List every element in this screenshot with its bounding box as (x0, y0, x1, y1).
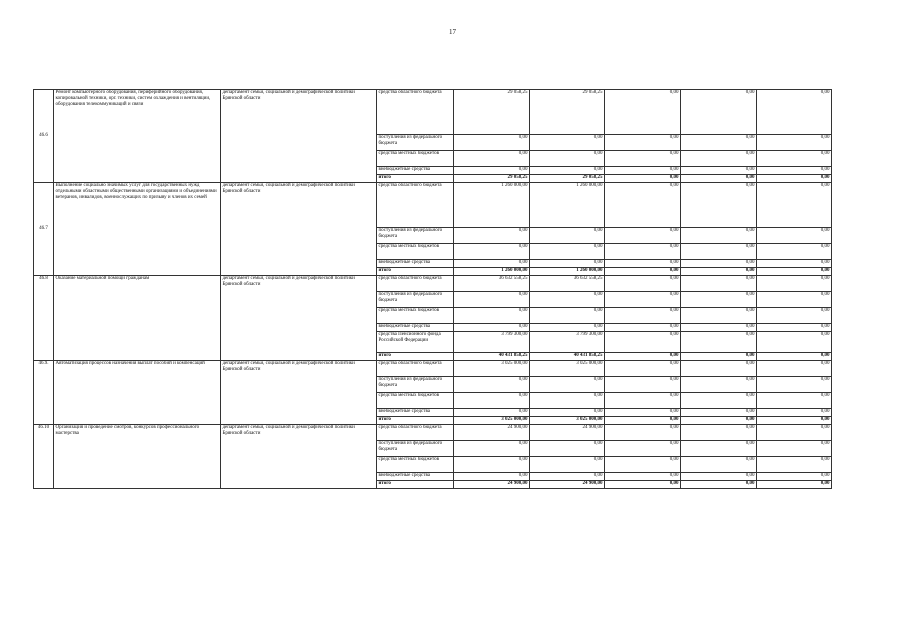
table-row (34, 361, 832, 377)
amount-cell: 0,00 (530, 308, 605, 324)
funding-source: средства областного бюджета (377, 90, 454, 135)
amount-cell: 0,00 (605, 417, 681, 425)
amount-cell: 40 431 858,25 (530, 353, 605, 361)
amount-cell: 0,00 (605, 353, 681, 361)
amount-cell: 0,00 (605, 481, 681, 489)
amount-cell: 0,00 (681, 409, 757, 417)
funding-source: итого (377, 175, 454, 183)
funding-source: внебюджетные средства (377, 324, 454, 332)
amount-cell: 0,00 (681, 292, 757, 308)
amount-cell: 0,00 (681, 361, 757, 377)
amount-cell: 0,00 (454, 308, 530, 324)
amount-cell: 0,00 (681, 135, 757, 151)
measure-name: Выполнение социально значимых услуг для государственных нужд отдельными областными общественными организациями и объединениями ветеранов, инвалидов, военнослужащих по призыву и членов их семей (54, 183, 221, 276)
amount-cell: 0,00 (605, 457, 681, 473)
amount-cell: 3 025 000,00 (530, 417, 605, 425)
amount-cell: 3 799 300,00 (530, 332, 605, 353)
amount-cell: 0,00 (681, 228, 757, 244)
amount-cell: 0,00 (605, 244, 681, 260)
executor: департамент семьи, социальной и демографической политики Брянской области (221, 425, 377, 489)
amount-cell: 0,00 (605, 393, 681, 409)
amount-cell: 0,00 (757, 151, 832, 167)
amount-cell: 0,00 (757, 292, 832, 308)
amount-cell: 0,00 (605, 228, 681, 244)
funding-source: средства областного бюджета (377, 361, 454, 377)
amount-cell: 0,00 (757, 183, 832, 228)
amount-cell: 0,00 (454, 393, 530, 409)
amount-cell: 24 900,00 (530, 481, 605, 489)
measure-name: Оказание материальной помощи гражданам (54, 276, 221, 361)
amount-cell: 0,00 (757, 276, 832, 292)
amount-cell: 0,00 (530, 441, 605, 457)
amount-cell: 0,00 (757, 135, 832, 151)
amount-cell: 0,00 (454, 260, 530, 268)
amount-cell: 0,00 (681, 457, 757, 473)
amount-cell: 3 025 000,00 (530, 361, 605, 377)
amount-cell: 0,00 (757, 90, 832, 135)
amount-cell: 0,00 (530, 260, 605, 268)
amount-cell: 0,00 (681, 151, 757, 167)
amount-cell: 0,00 (454, 167, 530, 175)
amount-cell: 0,00 (530, 393, 605, 409)
amount-cell: 0,00 (681, 175, 757, 183)
funding-source: поступления из федерального бюджета (377, 377, 454, 393)
item-number: 46.8 (34, 276, 54, 361)
amount-cell: 0,00 (605, 409, 681, 417)
amount-cell: 0,00 (681, 425, 757, 441)
funding-source: поступления из федерального бюджета (377, 292, 454, 308)
amount-cell: 0,00 (605, 151, 681, 167)
amount-cell: 0,00 (454, 457, 530, 473)
table-row (34, 90, 832, 135)
amount-cell: 0,00 (605, 324, 681, 332)
amount-cell: 0,00 (605, 441, 681, 457)
amount-cell: 3 025 000,00 (454, 417, 530, 425)
amount-cell: 36 632 558,25 (454, 276, 530, 292)
executor: департамент семьи, социальной и демографической политики Брянской области (221, 90, 377, 183)
amount-cell: 0,00 (757, 457, 832, 473)
amount-cell: 0,00 (757, 353, 832, 361)
amount-cell: 0,00 (681, 90, 757, 135)
funding-source: поступления из федерального бюджета (377, 135, 454, 151)
amount-cell: 0,00 (681, 260, 757, 268)
amount-cell: 0,00 (757, 228, 832, 244)
amount-cell: 0,00 (605, 473, 681, 481)
amount-cell: 0,00 (681, 308, 757, 324)
amount-cell: 0,00 (757, 175, 832, 183)
amount-cell: 0,00 (605, 90, 681, 135)
amount-cell: 0,00 (605, 175, 681, 183)
executor: департамент семьи, социальной и демографической политики Брянской области (221, 276, 377, 361)
amount-cell: 0,00 (757, 244, 832, 260)
item-number: 46.9. (34, 361, 54, 425)
amount-cell: 0,00 (757, 473, 832, 481)
amount-cell: 0,00 (681, 473, 757, 481)
amount-cell: 0,00 (530, 135, 605, 151)
amount-cell: 0,00 (757, 409, 832, 417)
amount-cell: 0,00 (681, 353, 757, 361)
item-number: 46.10 (34, 425, 54, 489)
funding-source: средства местных бюджетов (377, 393, 454, 409)
funding-source: средства областного бюджета (377, 276, 454, 292)
amount-cell: 0,00 (757, 441, 832, 457)
amount-cell: 29 058,25 (454, 175, 530, 183)
amount-cell: 0,00 (757, 260, 832, 268)
measure-name: Автоматизация процессов назначения выплат пособий и компенсаций (54, 361, 221, 425)
amount-cell: 0,00 (605, 167, 681, 175)
item-number: 46.6 (34, 90, 54, 183)
amount-cell: 0,00 (681, 244, 757, 260)
amount-cell: 0,00 (605, 292, 681, 308)
amount-cell: 0,00 (454, 377, 530, 393)
amount-cell: 0,00 (757, 393, 832, 409)
amount-cell: 0,00 (757, 268, 832, 276)
amount-cell: 0,00 (757, 425, 832, 441)
amount-cell: 0,00 (757, 481, 832, 489)
amount-cell: 3 025 000,00 (454, 361, 530, 377)
amount-cell: 0,00 (681, 276, 757, 292)
amount-cell: 1 260 000,00 (454, 268, 530, 276)
table-row (34, 183, 832, 228)
amount-cell: 0,00 (681, 417, 757, 425)
amount-cell: 0,00 (454, 292, 530, 308)
amount-cell: 0,00 (681, 481, 757, 489)
table-row (34, 276, 832, 292)
page-number: 17 (449, 28, 456, 36)
funding-source: средства местных бюджетов (377, 244, 454, 260)
amount-cell: 0,00 (454, 324, 530, 332)
amount-cell: 0,00 (605, 260, 681, 268)
amount-cell: 0,00 (530, 292, 605, 308)
funding-source: поступления из федерального бюджета (377, 228, 454, 244)
funding-source: средства областного бюджета (377, 425, 454, 441)
funding-source: итого (377, 481, 454, 489)
amount-cell: 40 431 858,25 (454, 353, 530, 361)
amount-cell: 24 900,00 (530, 425, 605, 441)
funding-source: средства Пенсионного фонда Российской Федерации (377, 332, 454, 353)
amount-cell: 0,00 (757, 324, 832, 332)
amount-cell: 0,00 (454, 151, 530, 167)
amount-cell: 0,00 (454, 244, 530, 260)
amount-cell: 0,00 (681, 393, 757, 409)
amount-cell: 0,00 (454, 228, 530, 244)
amount-cell: 0,00 (757, 167, 832, 175)
amount-cell: 0,00 (681, 377, 757, 393)
amount-cell: 0,00 (530, 409, 605, 417)
amount-cell: 0,00 (530, 473, 605, 481)
funding-source: средства местных бюджетов (377, 457, 454, 473)
amount-cell: 0,00 (757, 417, 832, 425)
amount-cell: 0,00 (605, 361, 681, 377)
funding-source: итого (377, 353, 454, 361)
amount-cell: 0,00 (605, 135, 681, 151)
amount-cell: 0,00 (757, 361, 832, 377)
amount-cell: 0,00 (605, 425, 681, 441)
funding-source: итого (377, 417, 454, 425)
amount-cell: 0,00 (454, 441, 530, 457)
amount-cell: 0,00 (530, 324, 605, 332)
funding-source: внебюджетные средства (377, 409, 454, 417)
item-number: 46.7 (34, 183, 54, 276)
amount-cell: 0,00 (454, 473, 530, 481)
measure-name: Организация и проведение смотров, конкурсов профессионального мастерства (54, 425, 221, 489)
amount-cell: 3 799 300,00 (454, 332, 530, 353)
amount-cell: 0,00 (530, 151, 605, 167)
funding-source: внебюджетные средства (377, 473, 454, 481)
amount-cell: 1 260 000,00 (454, 183, 530, 228)
amount-cell: 0,00 (605, 308, 681, 324)
amount-cell: 0,00 (605, 268, 681, 276)
amount-cell: 0,00 (681, 268, 757, 276)
amount-cell: 0,00 (454, 409, 530, 417)
table-row (34, 425, 832, 441)
amount-cell: 0,00 (530, 457, 605, 473)
amount-cell: 0,00 (681, 324, 757, 332)
amount-cell: 0,00 (530, 228, 605, 244)
amount-cell: 1 260 000,00 (530, 183, 605, 228)
amount-cell: 0,00 (681, 183, 757, 228)
amount-cell: 29 058,25 (530, 175, 605, 183)
amount-cell: 0,00 (681, 332, 757, 353)
amount-cell: 24 900,00 (454, 425, 530, 441)
funding-source: поступления из федерального бюджета (377, 441, 454, 457)
amount-cell: 0,00 (605, 183, 681, 228)
amount-cell: 0,00 (530, 167, 605, 175)
amount-cell: 0,00 (605, 377, 681, 393)
amount-cell: 0,00 (605, 276, 681, 292)
funding-source: средства областного бюджета (377, 183, 454, 228)
measure-name: Ремонт компьютерного оборудования, периферийного оборудования, копировальной техники, орг. техники, систем охлаждения и вентиляции, оборудования телекоммуникаций и связи (54, 90, 221, 183)
funding-source: внебюджетные средства (377, 260, 454, 268)
amount-cell: 1 260 000,00 (530, 268, 605, 276)
amount-cell: 0,00 (681, 441, 757, 457)
executor: департамент семьи, социальной и демографической политики Брянской области (221, 183, 377, 276)
amount-cell: 24 900,00 (454, 481, 530, 489)
amount-cell: 0,00 (757, 332, 832, 353)
funding-source: средства местных бюджетов (377, 151, 454, 167)
amount-cell: 0,00 (530, 377, 605, 393)
amount-cell: 36 632 558,25 (530, 276, 605, 292)
funding-source: итого (377, 268, 454, 276)
amount-cell: 0,00 (454, 135, 530, 151)
amount-cell: 0,00 (757, 308, 832, 324)
funding-source: внебюджетные средства (377, 167, 454, 175)
amount-cell: 0,00 (681, 167, 757, 175)
amount-cell: 29 058,25 (454, 90, 530, 135)
funding-source: средства местных бюджетов (377, 308, 454, 324)
budget-table (33, 89, 832, 489)
amount-cell: 0,00 (530, 244, 605, 260)
amount-cell: 0,00 (757, 377, 832, 393)
executor: департамент семьи, социальной и демографической политики Брянской области (221, 361, 377, 425)
amount-cell: 0,00 (605, 332, 681, 353)
amount-cell: 29 058,25 (530, 90, 605, 135)
